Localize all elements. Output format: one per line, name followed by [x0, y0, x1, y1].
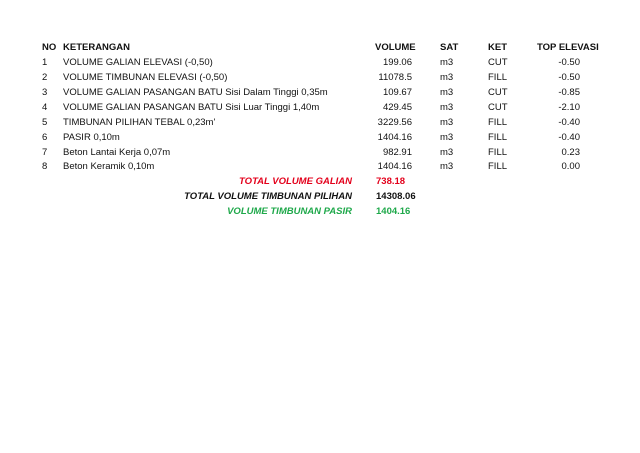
row-volume: 109.67 [382, 87, 412, 98]
table-row [0, 146, 640, 160]
row-ket: CUT [488, 87, 508, 98]
table-row [0, 86, 640, 100]
row-top-elevasi: 0.23 [561, 147, 580, 158]
row-no: 7 [42, 147, 48, 158]
row-no: 2 [42, 72, 48, 83]
row-volume: 199.06 [382, 57, 412, 68]
row-sat: m3 [440, 161, 454, 172]
header-sat: SAT [440, 42, 459, 53]
row-volume: 982.91 [382, 147, 412, 158]
row-sat: m3 [440, 72, 454, 83]
header-volume: VOLUME [375, 42, 416, 53]
row-ket: FILL [488, 72, 508, 83]
row-keterangan: VOLUME TIMBUNAN ELEVASI (-0,50) [63, 72, 228, 83]
row-top-elevasi: -0.40 [558, 132, 580, 143]
row-ket: FILL [488, 161, 508, 172]
row-top-elevasi: -0.50 [558, 72, 580, 83]
row-ket: FILL [488, 132, 508, 143]
total-timbunan-label: TOTAL VOLUME TIMBUNAN PILIHAN [184, 191, 352, 202]
row-keterangan: Beton Keramik 0,10m [63, 161, 155, 172]
row-ket: FILL [488, 117, 508, 128]
total-pasir-label: VOLUME TIMBUNAN PASIR [227, 206, 352, 217]
row-ket: FILL [488, 147, 508, 158]
row-no: 4 [42, 102, 48, 113]
row-keterangan: VOLUME GALIAN PASANGAN BATU Sisi Dalam Tinggi 0,35m [63, 87, 328, 98]
row-no: 5 [42, 117, 48, 128]
row-no: 3 [42, 87, 48, 98]
table-row [0, 101, 640, 115]
row-sat: m3 [440, 132, 454, 143]
row-no: 8 [42, 161, 48, 172]
row-volume: 1404.16 [377, 161, 412, 172]
row-volume: 429.45 [382, 102, 412, 113]
row-keterangan: PASIR 0,10m [63, 132, 120, 143]
row-top-elevasi: -0.85 [558, 87, 580, 98]
row-keterangan: VOLUME GALIAN ELEVASI (-0,50) [63, 57, 213, 68]
row-keterangan: Beton Lantai Kerja 0,07m [63, 147, 171, 158]
row-top-elevasi: -0.50 [558, 57, 580, 68]
header-no: NO [42, 42, 57, 53]
row-volume: 1404.16 [377, 132, 412, 143]
row-volume: 11078.5 [378, 72, 412, 83]
row-ket: CUT [488, 102, 508, 113]
row-sat: m3 [440, 147, 454, 158]
row-top-elevasi: -2.10 [558, 102, 580, 113]
row-no: 1 [42, 57, 48, 68]
table-header-row [0, 41, 640, 55]
row-keterangan: TIMBUNAN PILIHAN TEBAL 0,23m' [63, 117, 216, 128]
row-top-elevasi: 0.00 [561, 161, 580, 172]
header-keterangan: KETERANGAN [63, 42, 131, 53]
row-volume: 3229.56 [377, 117, 412, 128]
total-row-galian [0, 175, 640, 189]
row-ket: CUT [488, 57, 508, 68]
total-row-timbunan [0, 190, 640, 204]
table-row [0, 116, 640, 130]
row-sat: m3 [440, 87, 454, 98]
total-galian-label: TOTAL VOLUME GALIAN [239, 176, 352, 187]
row-keterangan: VOLUME GALIAN PASANGAN BATU Sisi Luar Tinggi 1,40m [63, 102, 320, 113]
table-row [0, 56, 640, 70]
table-row [0, 131, 640, 145]
total-pasir-value: 1404.16 [376, 206, 411, 217]
header-ket: KET [488, 42, 507, 53]
table-row [0, 71, 640, 85]
row-top-elevasi: -0.40 [558, 117, 580, 128]
row-no: 6 [42, 132, 48, 143]
row-sat: m3 [440, 57, 454, 68]
total-timbunan-value: 14308.06 [376, 191, 416, 202]
total-galian-value: 738.18 [376, 176, 406, 187]
table-row [0, 160, 640, 174]
row-sat: m3 [440, 117, 454, 128]
header-top-elevasi: TOP ELEVASI [537, 42, 599, 53]
total-row-pasir [0, 205, 640, 219]
row-sat: m3 [440, 102, 454, 113]
